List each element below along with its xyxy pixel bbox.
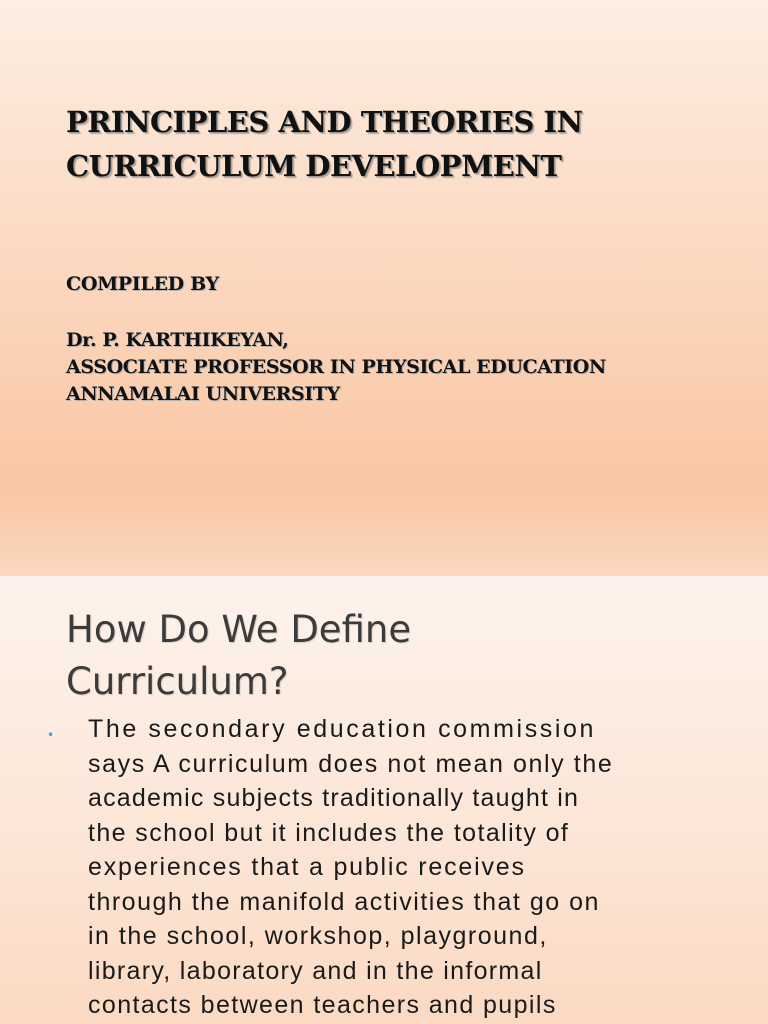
title-line-2: CURRICULUM DEVELOPMENT	[66, 149, 562, 183]
presentation-title	[66, 100, 756, 188]
body-line: through the manifold activities that go on	[88, 887, 600, 916]
definition-slide	[0, 576, 768, 1024]
body-line: academic subjects traditionally taught in	[88, 784, 580, 812]
heading-line-2: Curriculum?	[66, 660, 289, 703]
heading-line-1: How Do We Define	[66, 608, 412, 651]
bullet-paragraph	[88, 712, 728, 1023]
bullet-icon: •	[47, 728, 55, 742]
author-institution: ANNAMALAI UNIVERSITY	[66, 383, 340, 405]
slide-heading	[66, 604, 411, 708]
body-line: experiences that a public receives	[88, 853, 526, 881]
title-line-1: PRINCIPLES AND THEORIES IN	[66, 105, 583, 139]
author-block	[66, 327, 606, 408]
body-line: contacts between teachers and pupils	[88, 991, 557, 1019]
body-line: The secondary education commission	[88, 715, 597, 743]
body-line: the school but it includes the totality of	[88, 818, 570, 847]
author-name: Dr. P. KARTHIKEYAN,	[66, 329, 289, 351]
compiled-by-label: COMPILED BY	[66, 273, 219, 295]
body-line: says A curriculum does not mean only the	[88, 749, 614, 778]
author-position: ASSOCIATE PROFESSOR IN PHYSICAL EDUCATION	[66, 356, 606, 378]
body-line: in the school, workshop, playground,	[88, 922, 548, 950]
body-line: library, laboratory and in the informal	[88, 956, 543, 985]
